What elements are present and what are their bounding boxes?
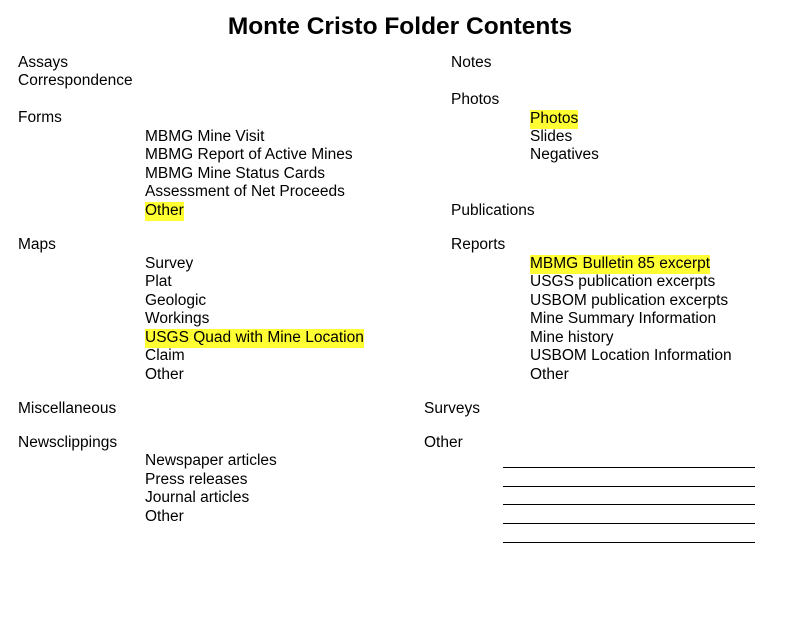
category-newsclippings: Newsclippings	[18, 434, 118, 451]
blank-write-in-line	[503, 504, 755, 505]
category-correspondence: Correspondence	[18, 72, 133, 89]
category-miscellaneous: Miscellaneous	[18, 400, 117, 417]
blank-write-in-line	[503, 486, 755, 487]
photos-item: Slides	[530, 128, 573, 145]
forms-item: MBMG Report of Active Mines	[145, 146, 353, 163]
reports-item: Other	[530, 366, 569, 383]
blank-write-in-line	[503, 523, 755, 524]
category-surveys: Surveys	[424, 400, 480, 417]
page-title: Monte Cristo Folder Contents	[227, 13, 573, 40]
blank-write-in-line	[503, 542, 755, 543]
reports-item: USBOM publication excerpts	[530, 292, 729, 309]
forms-item: MBMG Mine Visit	[145, 128, 265, 145]
category-assays: Assays	[18, 54, 68, 71]
maps-item: Geologic	[145, 292, 207, 309]
reports-item: USGS publication excerpts	[530, 273, 716, 290]
maps-item: Plat	[145, 273, 172, 290]
category-publications: Publications	[451, 202, 535, 219]
blank-write-in-line	[503, 467, 755, 468]
reports-item: USBOM Location Information	[530, 347, 732, 364]
maps-item: Claim	[145, 347, 185, 364]
category-maps: Maps	[18, 236, 56, 253]
photos-item-highlighted: Photos	[530, 110, 579, 127]
category-reports: Reports	[451, 236, 506, 253]
maps-item: Survey	[145, 255, 194, 272]
maps-item: Other	[145, 366, 184, 383]
newsclippings-item: Press releases	[145, 471, 248, 488]
reports-item: Mine Summary Information	[530, 310, 717, 327]
photos-item: Negatives	[530, 146, 599, 163]
newsclippings-item: Journal articles	[145, 489, 250, 506]
category-photos: Photos	[451, 91, 500, 108]
reports-item-highlighted: MBMG Bulletin 85 excerpt	[530, 255, 711, 272]
reports-item: Mine history	[530, 329, 614, 346]
newsclippings-item: Newspaper articles	[145, 452, 277, 469]
category-other: Other	[424, 434, 463, 451]
forms-item-highlighted: Other	[145, 202, 184, 219]
newsclippings-item: Other	[145, 508, 184, 525]
category-forms: Forms	[18, 109, 62, 126]
maps-item-highlighted: USGS Quad with Mine Location	[145, 329, 364, 346]
forms-item: Assessment of Net Proceeds	[145, 183, 345, 200]
category-notes: Notes	[451, 54, 492, 71]
forms-item: MBMG Mine Status Cards	[145, 165, 326, 182]
maps-item: Workings	[145, 310, 210, 327]
